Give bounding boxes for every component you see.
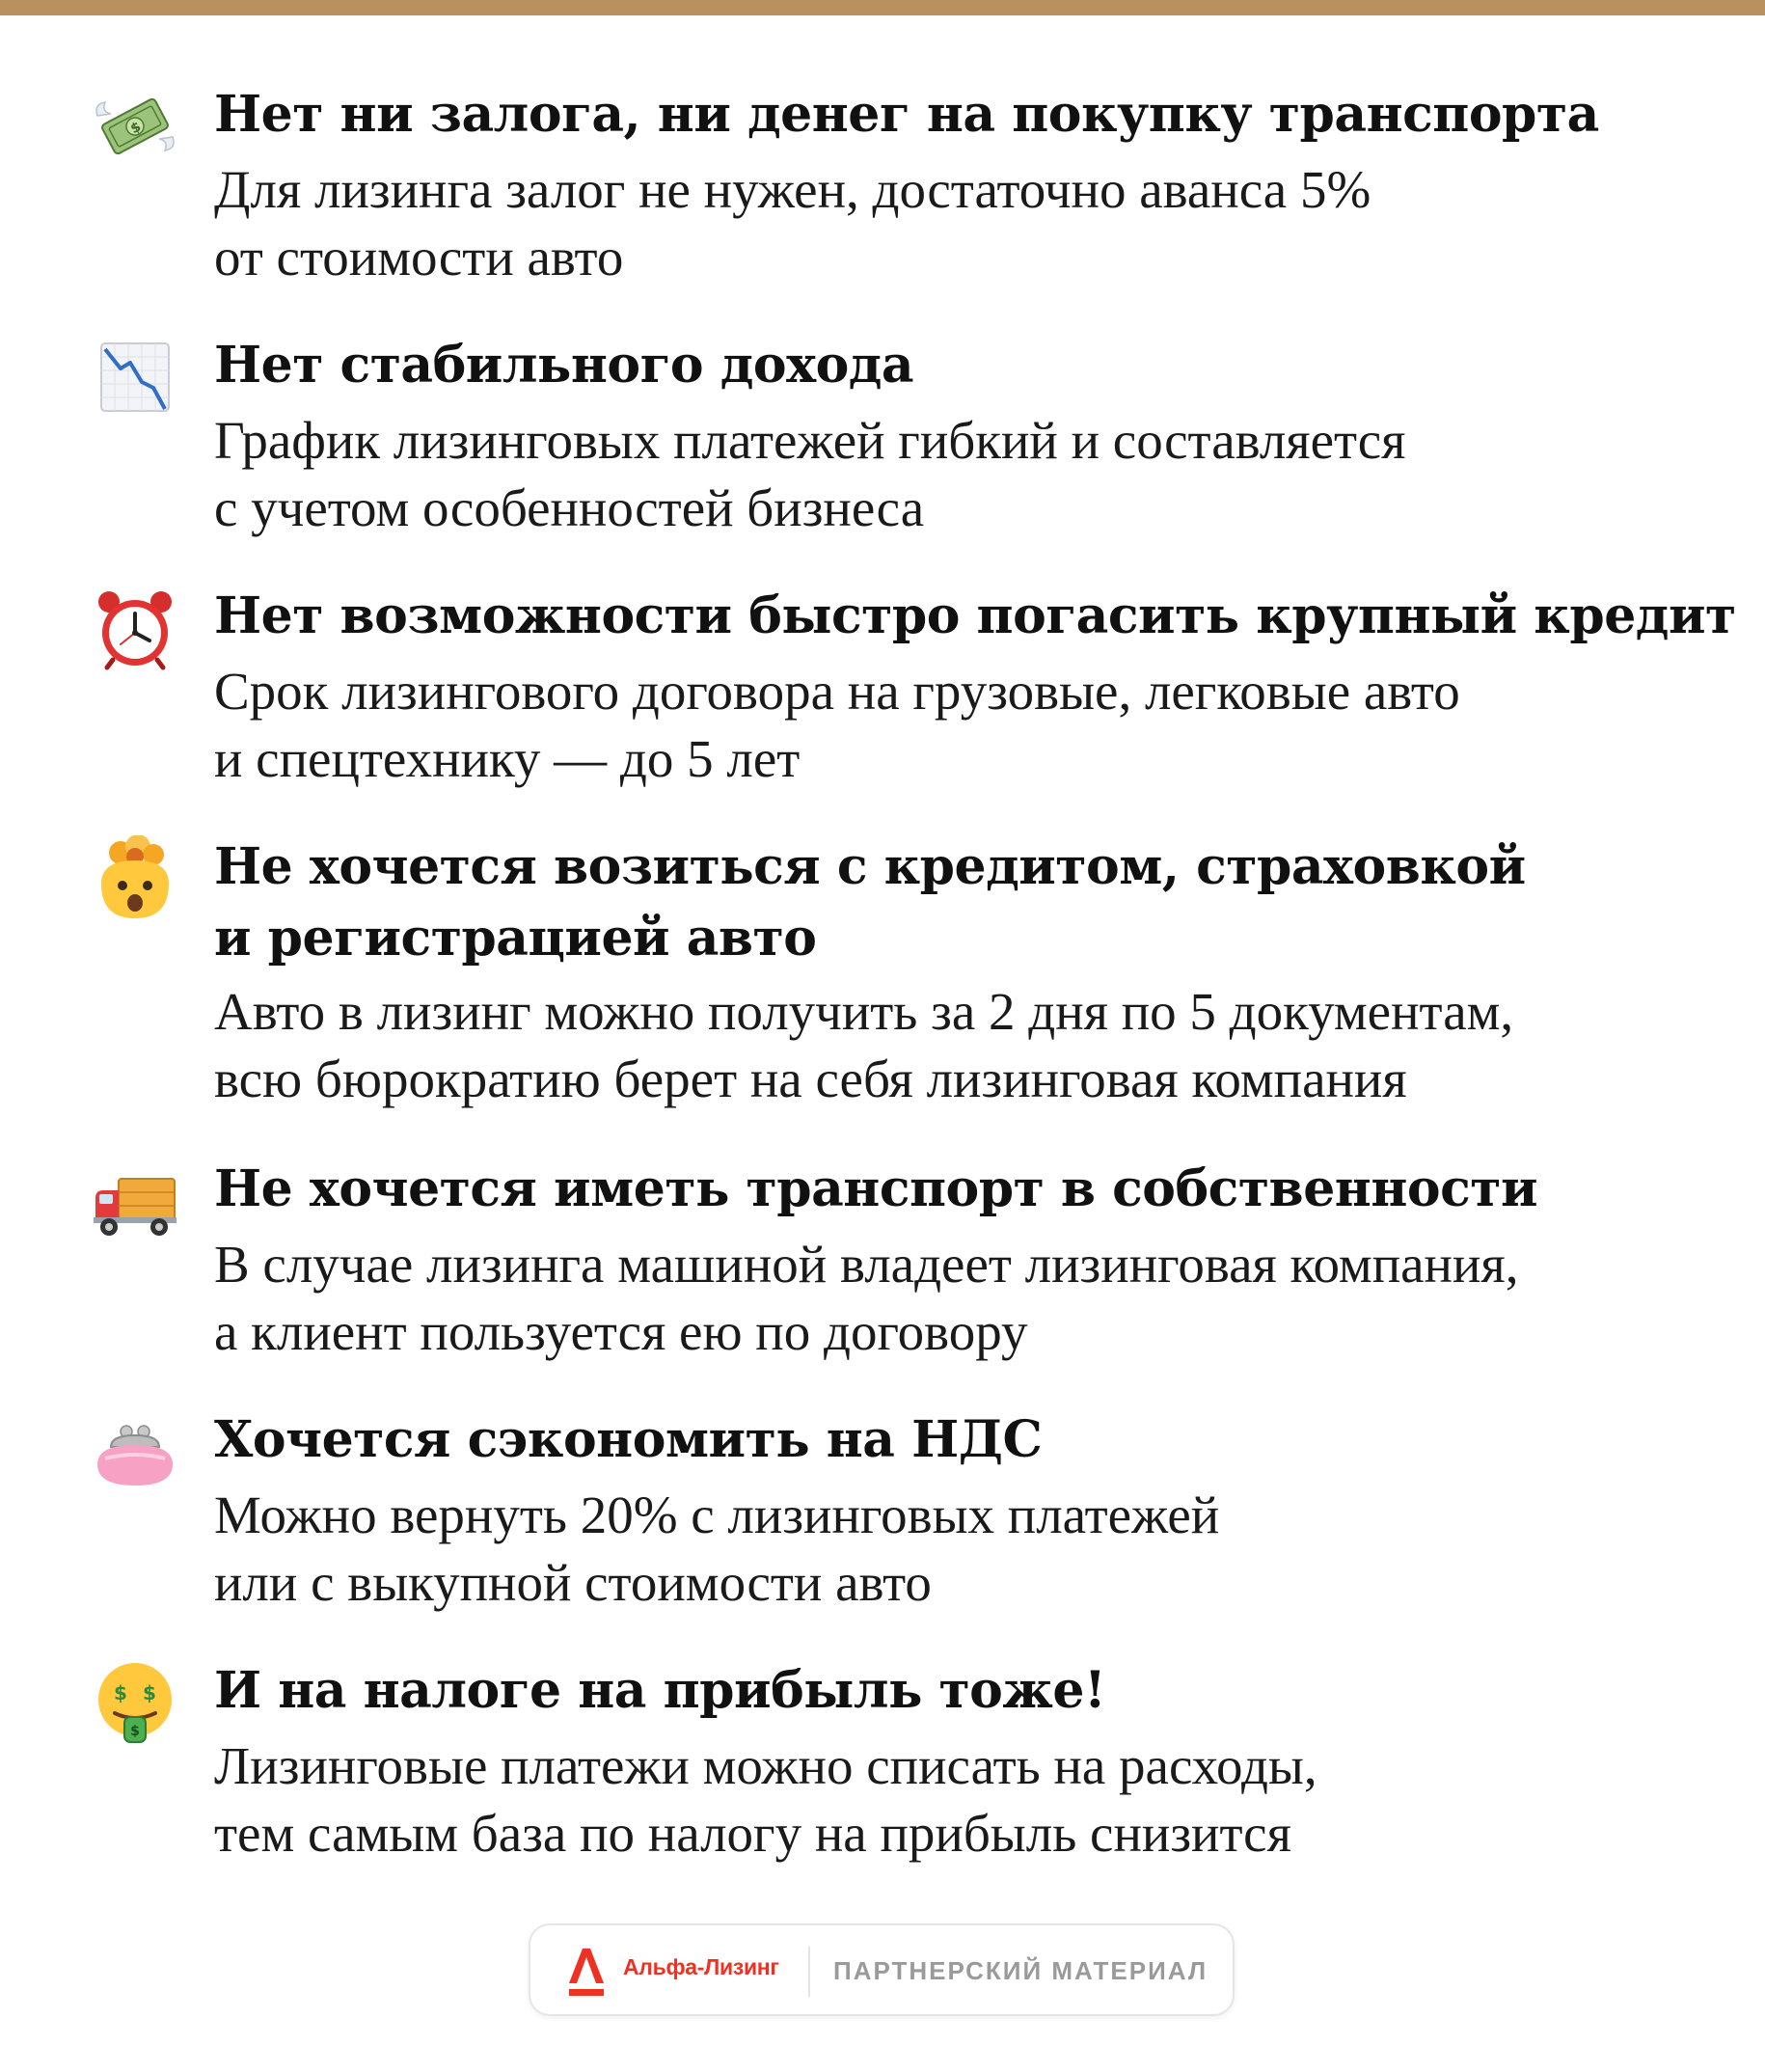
item-description: Срок лизингового договора на грузовые, легковые авто и спецтехнику — до 5 лет <box>214 662 1460 788</box>
chart-decreasing-icon <box>92 334 178 421</box>
item-title: Нет стабильного дохода <box>214 336 914 395</box>
item-title: Нет ни залога, ни денег на покупку транспорта <box>214 85 1599 144</box>
divider <box>808 1947 810 1997</box>
purse-icon <box>92 1408 178 1495</box>
top-accent-bar <box>0 0 1765 15</box>
partner-material-label: ПАРТНЕРСКИЙ МАТЕРИАЛ <box>833 1956 1208 1985</box>
item-description: Для лизинга залог не нужен, достаточно аванса 5% от стоимости авто <box>214 160 1371 286</box>
money-mouth-face-icon <box>92 1659 178 1746</box>
item-title: Не хочется иметь транспорт в собственности <box>214 1159 1538 1218</box>
item-description: График лизинговых платежей гибкий и составляется с учетом особенностей бизнеса <box>214 411 1406 537</box>
exploding-head-icon <box>92 835 178 922</box>
brand-name: Альфа-Лизинг <box>623 1954 779 1979</box>
item-description: Лизинговые платежи можно списать на расходы, тем самым база по налогу на прибыль снизится <box>214 1736 1317 1863</box>
alfa-logo-icon <box>567 1947 606 1997</box>
svg-text:$: $ <box>130 1724 140 1739</box>
money-with-wings-icon <box>92 83 178 170</box>
alarm-clock-icon <box>92 585 178 671</box>
item-description: Авто в лизинг можно получить за 2 дня по 5 документам, всю бюрократию берет на себя лизинговая компания <box>214 982 1514 1108</box>
item-title: И на налоге на прибыль тоже! <box>214 1661 1106 1720</box>
delivery-truck-icon <box>92 1158 178 1244</box>
item-description: В случае лизинга машиной владеет лизинговая компания, а клиент пользуется ею по договору <box>214 1235 1519 1361</box>
svg-text:$: $ <box>127 119 144 138</box>
partner-badge <box>529 1923 1235 2016</box>
item-title: Не хочется возиться с кредитом, страховкой и регистрацией авто <box>214 837 1526 968</box>
item-title: Нет возможности быстро погасить крупный кредит <box>214 586 1736 645</box>
item-title: Хочется сэкономить на НДС <box>214 1410 1043 1469</box>
svg-text:$: $ <box>143 1681 156 1704</box>
svg-text:$: $ <box>114 1681 127 1704</box>
item-description: Можно вернуть 20% с лизинговых платежей или с выкупной стоимости авто <box>214 1486 1220 1612</box>
